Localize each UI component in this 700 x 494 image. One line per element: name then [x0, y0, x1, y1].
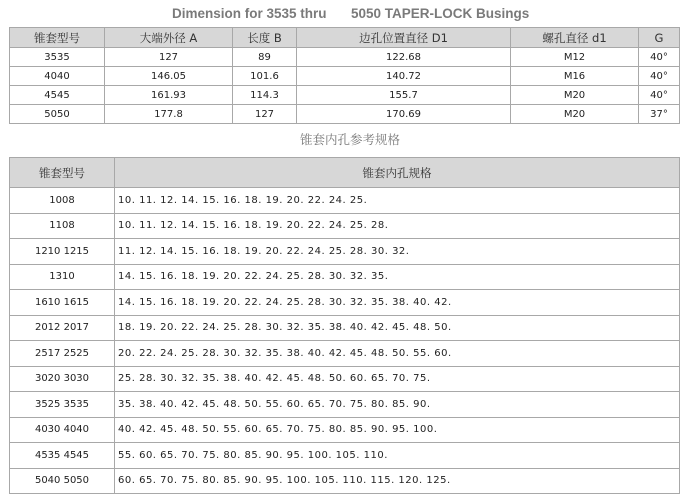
- table-row: [10, 105, 680, 124]
- column-header-bore-sizes: 锥套内孔规格: [115, 158, 680, 188]
- table-row: [10, 315, 680, 341]
- bore-sizes-cell: 60. 65. 70. 75. 80. 85. 90. 95. 100. 105. 110. 115. 120. 125.: [115, 468, 680, 494]
- table-row: [10, 341, 680, 367]
- bore-table-header-row: [10, 158, 680, 188]
- table-cell: 140.72: [297, 67, 511, 86]
- column-header-hole-position: 边孔位置直径 D1: [297, 28, 511, 48]
- bore-section-title: 锥套内孔参考规格: [299, 132, 400, 147]
- model-cell: 1610 1615: [10, 290, 115, 316]
- table-row: [10, 48, 680, 67]
- table-cell: 127: [105, 48, 233, 67]
- title-part-1: Dimension for 3535 thru: [172, 6, 327, 21]
- bore-sizes-cell: 10. 11. 12. 14. 15. 16. 18. 19. 20. 22. 24. 25. 28.: [115, 213, 680, 239]
- table-cell: 40°: [639, 86, 680, 105]
- table-row: [10, 443, 680, 469]
- table-cell: 4545: [10, 86, 105, 105]
- column-header-length: 长度 B: [233, 28, 297, 48]
- table-cell: 89: [233, 48, 297, 67]
- table-row: [10, 188, 680, 214]
- table-cell: 177.8: [105, 105, 233, 124]
- bore-sizes-cell: 11. 12. 14. 15. 16. 18. 19. 20. 22. 24. 25. 28. 30. 32.: [115, 239, 680, 265]
- title-part-2: 5050 TAPER-LOCK Busings: [351, 6, 530, 21]
- column-header-g: G: [639, 28, 680, 48]
- model-cell: 5040 5050: [10, 468, 115, 494]
- bore-spec-table: [9, 157, 680, 494]
- bore-sizes-cell: 40. 42. 45. 48. 50. 55. 60. 65. 70. 75. 80. 85. 90. 95. 100.: [115, 417, 680, 443]
- column-header-outer-diameter: 大端外径 A: [105, 28, 233, 48]
- bore-sizes-cell: 10. 11. 12. 14. 15. 16. 18. 19. 20. 22. 24. 25.: [115, 188, 680, 214]
- table-cell: 40°: [639, 48, 680, 67]
- table-cell: 3535: [10, 48, 105, 67]
- table-row: [10, 239, 680, 265]
- bore-sizes-cell: 55. 60. 65. 70. 75. 80. 85. 90. 95. 100. 105. 110.: [115, 443, 680, 469]
- table-cell: 170.69: [297, 105, 511, 124]
- bore-sizes-cell: 25. 28. 30. 32. 35. 38. 40. 42. 45. 48. 50. 60. 65. 70. 75.: [115, 366, 680, 392]
- model-cell: 1210 1215: [10, 239, 115, 265]
- table-cell: 122.68: [297, 48, 511, 67]
- model-cell: 4030 4040: [10, 417, 115, 443]
- table-cell: 127: [233, 105, 297, 124]
- table-cell: 161.93: [105, 86, 233, 105]
- dimension-table-header-row: [10, 28, 680, 48]
- model-cell: 1310: [10, 264, 115, 290]
- table-row: [10, 290, 680, 316]
- table-cell: 37°: [639, 105, 680, 124]
- dimension-table: [9, 27, 680, 124]
- table-row: [10, 392, 680, 418]
- table-cell: M12: [511, 48, 639, 67]
- table-cell: M20: [511, 86, 639, 105]
- column-header-screw-diameter: 螺孔直径 d1: [511, 28, 639, 48]
- column-header-model: 锥套型号: [10, 28, 105, 48]
- table-row: [10, 86, 680, 105]
- model-cell: 2012 2017: [10, 315, 115, 341]
- model-cell: 3020 3030: [10, 366, 115, 392]
- table-row: [10, 67, 680, 86]
- table-cell: 146.05: [105, 67, 233, 86]
- bore-sizes-cell: 14. 15. 16. 18. 19. 20. 22. 24. 25. 28. 30. 32. 35.: [115, 264, 680, 290]
- model-cell: 2517 2525: [10, 341, 115, 367]
- bore-sizes-cell: 14. 15. 16. 18. 19. 20. 22. 24. 25. 28. 30. 32. 35. 38. 40. 42.: [115, 290, 680, 316]
- table-cell: 101.6: [233, 67, 297, 86]
- bore-sizes-cell: 18. 19. 20. 22. 24. 25. 28. 30. 32. 35. 38. 40. 42. 45. 48. 50.: [115, 315, 680, 341]
- model-cell: 1008: [10, 188, 115, 214]
- table-cell: M20: [511, 105, 639, 124]
- table-cell: M16: [511, 67, 639, 86]
- bore-sizes-cell: 20. 22. 24. 25. 28. 30. 32. 35. 38. 40. 42. 45. 48. 50. 55. 60.: [115, 341, 680, 367]
- page-title: [0, 3, 700, 25]
- table-cell: 40°: [639, 67, 680, 86]
- model-cell: 3525 3535: [10, 392, 115, 418]
- table-cell: 4040: [10, 67, 105, 86]
- table-cell: 114.3: [233, 86, 297, 105]
- table-row: [10, 366, 680, 392]
- model-cell: 4535 4545: [10, 443, 115, 469]
- table-cell: 5050: [10, 105, 105, 124]
- table-row: [10, 213, 680, 239]
- model-cell: 1108: [10, 213, 115, 239]
- table-row: [10, 417, 680, 443]
- bore-sizes-cell: 35. 38. 40. 42. 45. 48. 50. 55. 60. 65. 70. 75. 80. 85. 90.: [115, 392, 680, 418]
- table-row: [10, 468, 680, 494]
- table-row: [10, 264, 680, 290]
- table-cell: 155.7: [297, 86, 511, 105]
- column-header-model: 锥套型号: [10, 158, 115, 188]
